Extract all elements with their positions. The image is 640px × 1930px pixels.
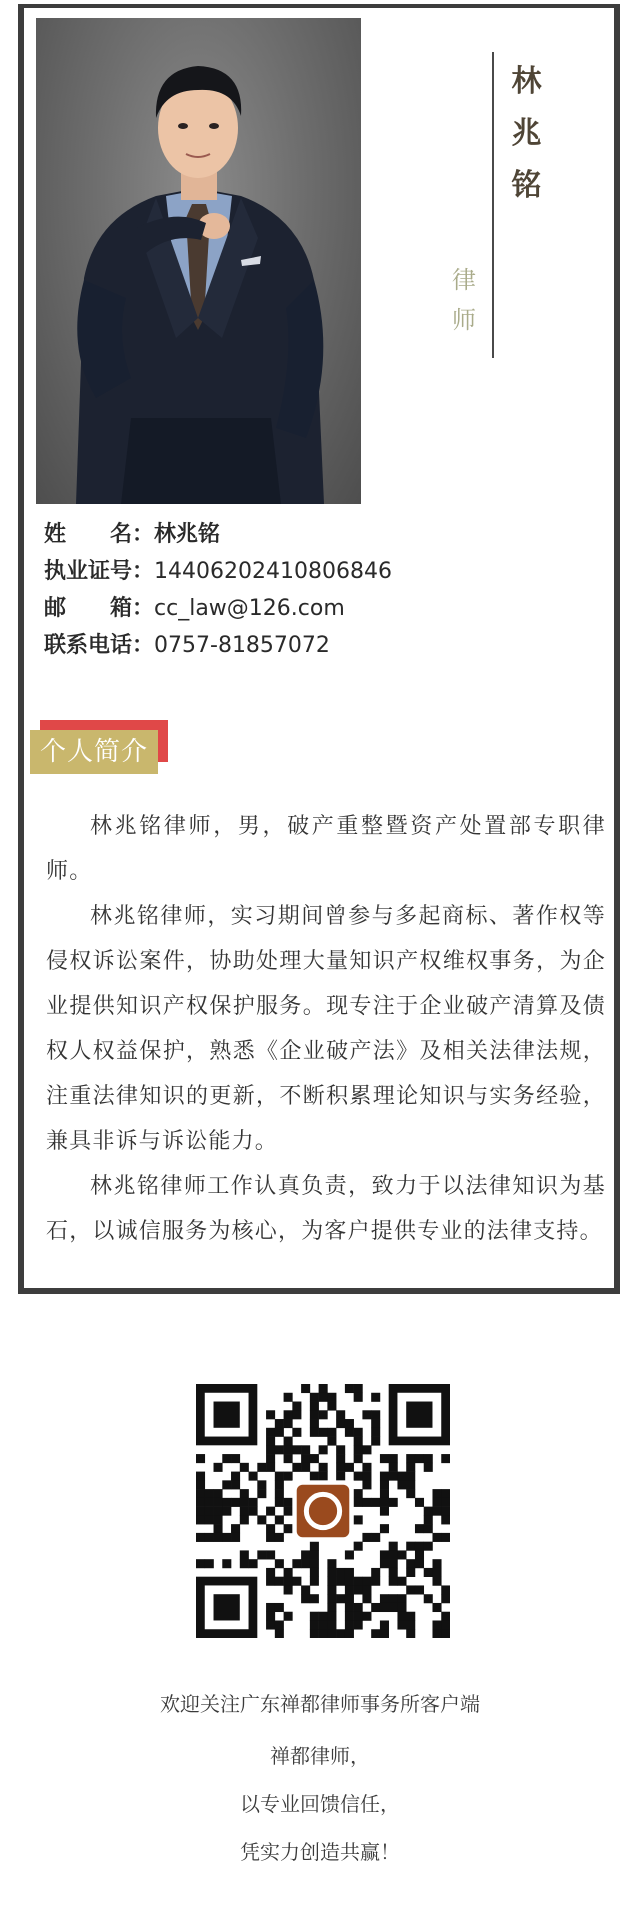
vertical-title [444,260,484,340]
section-header [30,720,170,776]
phone-link[interactable]: 0757-81857072 [154,633,330,658]
info-row-name [44,516,604,553]
bio-text [46,804,606,1254]
email-link[interactable]: cc_law@126.com [154,596,345,621]
bio-paragraph: 林兆铭律师，男，破产重整暨资产处置部专职律师。 [46,814,606,884]
vertical-name [502,56,552,212]
info-row-license [44,553,604,590]
qr-code-image[interactable] [196,1384,450,1638]
profile-card [18,4,620,1294]
info-value: 林兆铭 [154,522,221,547]
vertical-divider [492,52,494,358]
info-row-phone [44,627,604,664]
lawyer-portrait-photo [36,18,361,504]
bio-paragraph: 林兆铭律师，实习期间曾参与多起商标、著作权等侵权诉讼案件，协助处理大量知识产权维权事务，为企业提供知识产权保护服务。现专注于企业破产清算及债权人权益保护，熟悉《企业破产法》及相关法律法规，注重法律知识的更新，不断积累理论知识与实务经验，兼具非诉与诉讼能力。 [46,904,606,1154]
title-char: 师 [452,306,476,334]
bio-paragraph: 林兆铭律师工作认真负责，致力于以法律知识为基石，以诚信服务为核心，为客户提供专业的法律支持。 [46,1174,606,1244]
footer-line: 欢迎关注广东禅都律师事务所客户端 [160,1692,480,1716]
section-title: 个人简介 [30,730,158,774]
info-value: 14406202410806846 [154,559,392,584]
footer-line: 以专业回馈信任， [240,1792,400,1816]
name-char: 铭 [511,168,543,203]
info-label: 执业证号： [44,559,155,584]
contact-info [44,516,604,664]
title-char: 律 [452,266,476,294]
name-char: 兆 [511,116,543,151]
footer-line: 禅都律师， [270,1744,370,1768]
footer-line: 凭实力创造共赢！ [240,1840,400,1864]
info-label: 姓 名： [44,522,155,547]
name-char: 林 [511,64,543,99]
info-row-email [44,590,604,627]
footer-text [0,1680,640,1876]
info-label: 联系电话： [44,633,155,658]
info-label: 邮 箱： [44,596,155,621]
